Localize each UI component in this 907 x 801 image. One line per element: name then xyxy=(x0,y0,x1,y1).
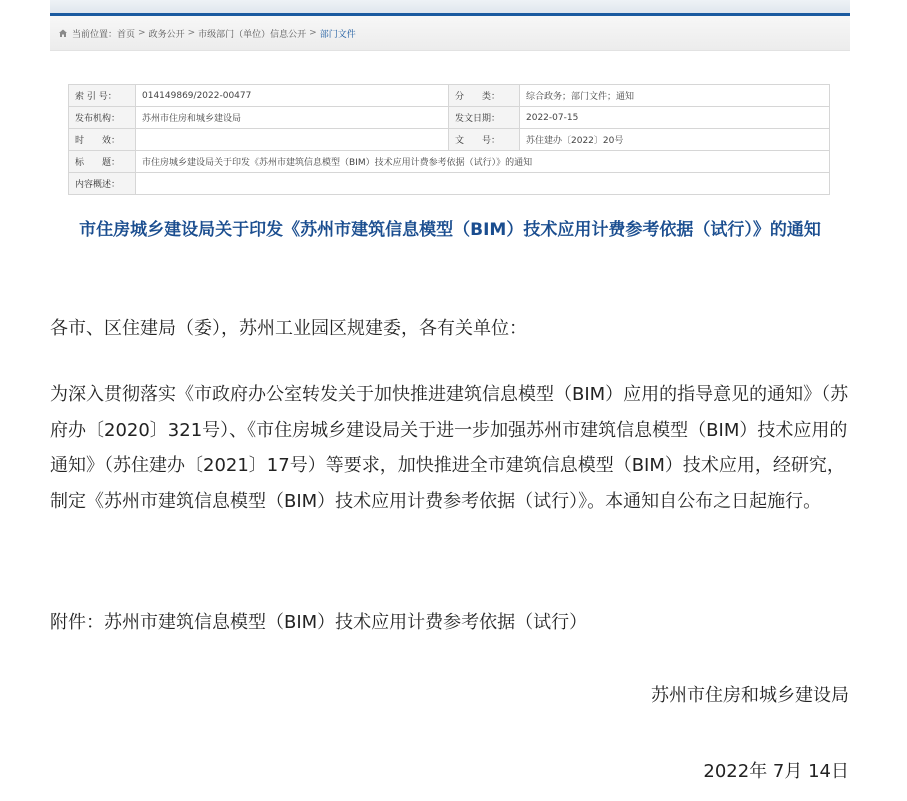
header-banner xyxy=(50,0,850,13)
doc-number-label: 文 号： xyxy=(449,129,520,151)
document-title: 市住房城乡建设局关于印发《苏州市建筑信息模型（BIM）技术应用计费参考依据（试行）》的通知 xyxy=(79,220,821,240)
validity-label: 时 效： xyxy=(69,129,136,151)
salutation: 各市、区住建局（委），苏州工业园区规建委，各有关单位： xyxy=(50,318,527,339)
signer: 苏州市住房和城乡建设局 xyxy=(651,685,849,706)
title-label: 标 题： xyxy=(69,151,136,173)
category-label: 分 类： xyxy=(449,85,520,107)
home-icon xyxy=(58,28,68,38)
document-metadata-table xyxy=(68,84,830,195)
table-row xyxy=(69,107,830,129)
table-row xyxy=(69,85,830,107)
breadcrumb-separator: > xyxy=(138,28,146,38)
breadcrumb-separator: > xyxy=(309,28,317,38)
summary-label: 内容概述： xyxy=(69,173,136,195)
breadcrumb-department-link[interactable]: 市级部门（单位）信息公开 xyxy=(198,29,307,40)
publisher-label: 发布机构： xyxy=(69,107,136,129)
issue-date-label: 发文日期： xyxy=(449,107,520,129)
body-paragraph: 为深入贯彻落实《市政府办公室转发关于加快推进建筑信息模型（BIM）应用的指导意见的通知》（苏府办〔2020〕321号）、《市住房城乡建设局关于进一步加强苏州市建筑信息模型（BIM）技术应用的通知》（苏住建办〔2021〕17号）等要求，加快推进全市建筑信息模型（BIM）技术应用，经研究，制定《苏州市建筑信息模型（BIM）技术应用计费参考依据（试行）》。本通知自公布之日起施行。 xyxy=(50,384,849,512)
category-value: 综合政务；部门文件；通知 xyxy=(520,85,830,107)
validity-value xyxy=(136,129,449,151)
index-value: 014149869/2022-00477 xyxy=(136,85,449,107)
breadcrumb-gov-affairs-link[interactable]: 政务公开 xyxy=(148,29,185,40)
breadcrumb-location-label: 当前位置： xyxy=(72,29,118,40)
attachment-line[interactable]: 附件：苏州市建筑信息模型（BIM）技术应用计费参考依据（试行） xyxy=(50,612,588,633)
breadcrumb-home-link[interactable]: 首页 xyxy=(117,29,136,40)
issue-date-value: 2022-07-15 xyxy=(520,107,830,129)
table-row xyxy=(69,151,830,173)
index-label: 索 引 号： xyxy=(69,85,136,107)
breadcrumb-separator: > xyxy=(187,28,196,38)
doc-number-value: 苏住建办〔2022〕20号 xyxy=(520,129,830,151)
breadcrumb-current-link[interactable]: 部门文件 xyxy=(319,29,356,40)
signing-date: 2022年 7月 14日 xyxy=(703,761,849,782)
title-value: 市住房城乡建设局关于印发《苏州市建筑信息模型（BIM）技术应用计费参考依据（试行）》的通知 xyxy=(136,151,830,173)
publisher-value: 苏州市住房和城乡建设局 xyxy=(136,107,449,129)
breadcrumb xyxy=(50,16,850,51)
summary-value xyxy=(136,173,830,195)
table-row xyxy=(69,129,830,151)
table-row xyxy=(69,173,830,195)
